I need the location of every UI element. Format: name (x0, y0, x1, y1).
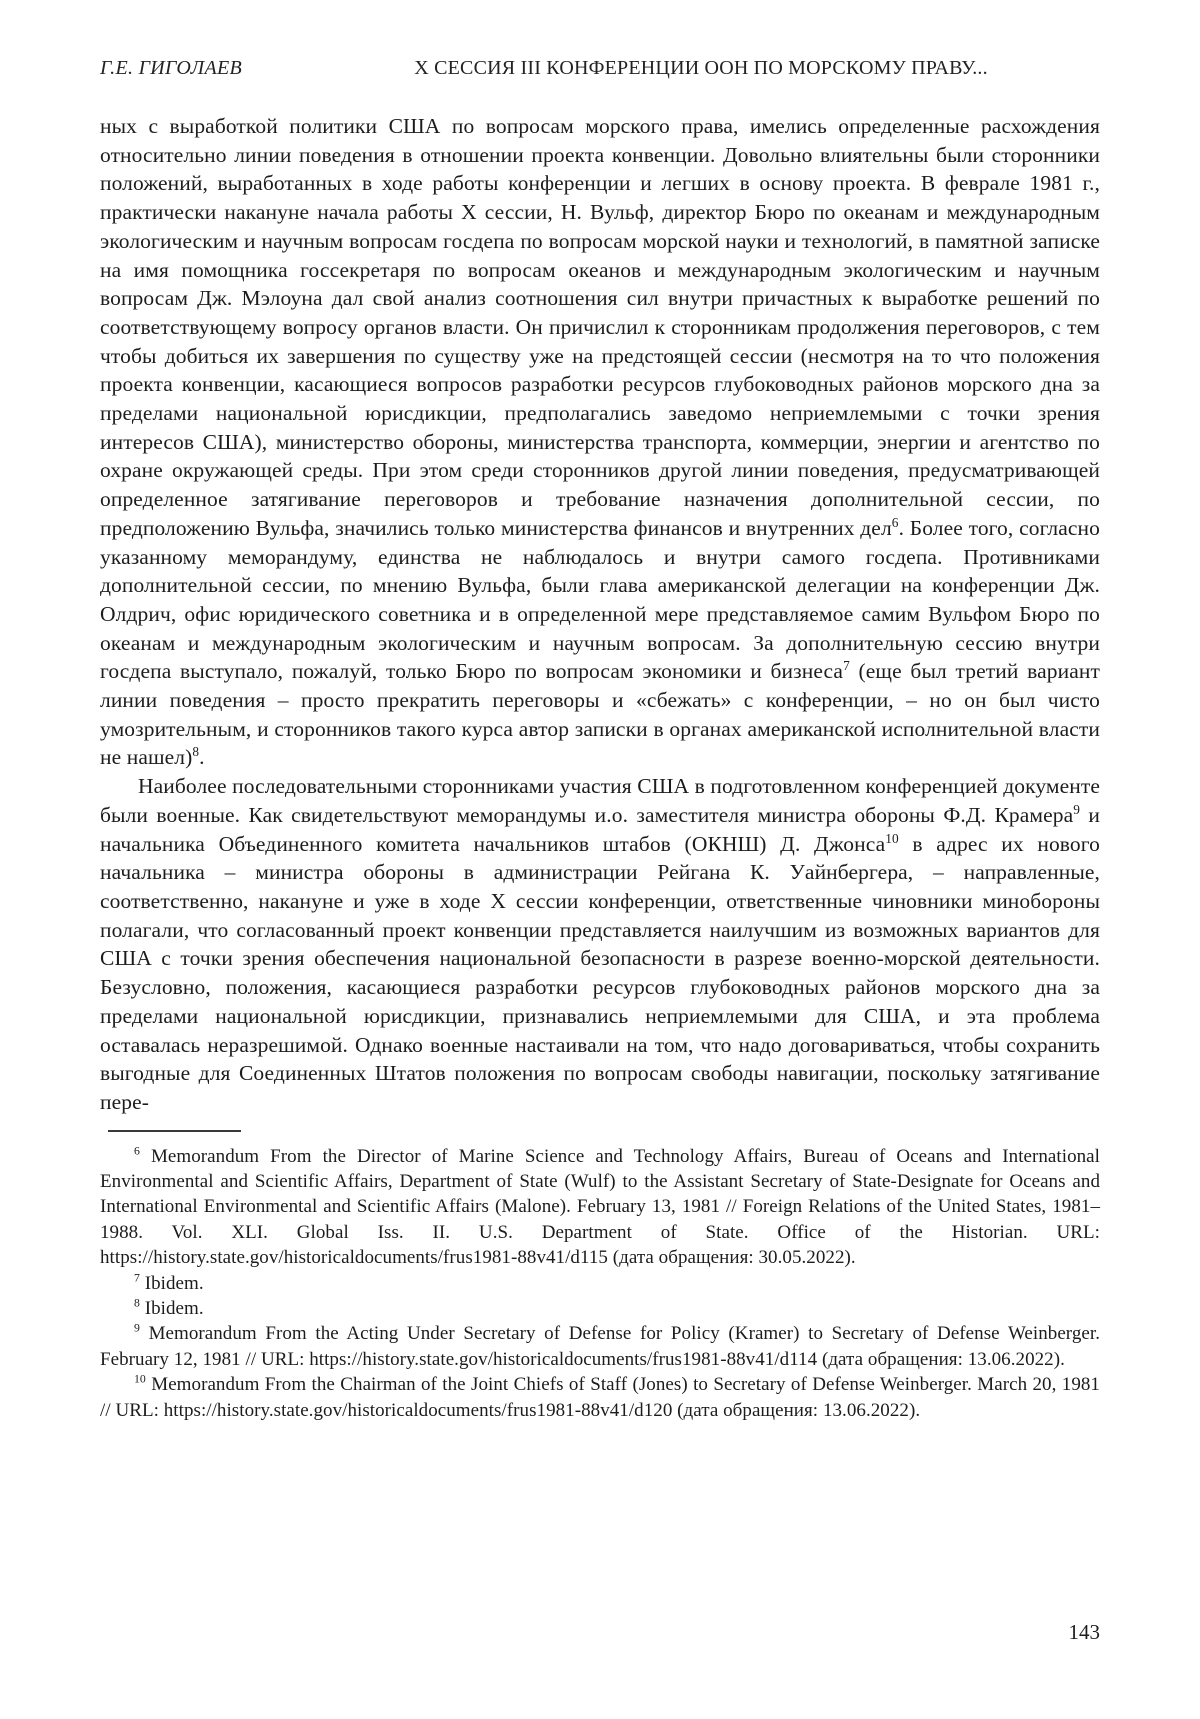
footnote-marker: 10 (134, 1372, 146, 1386)
footnote-ref: 6 (891, 514, 899, 530)
footnote: $^7$ Ibidem. (134, 1271, 204, 1294)
footnote-marker: 8 (134, 1296, 140, 1310)
body-paragraph: Наиболее последовательными сторонниками участия США в подготовленном конференцией документе были военные. Как свидетельствуют меморандумы и.о. заместителя министра обороны Ф.Д. Крамера$^9$ и начальника Объединенного комитета начальников штабов (ОКНШ) Д. Джонса$^{10}$ в адрес их нового начальника – министра обороны в администрации Рейгана К. Уайнбергера, – направленные, соответственно, накануне и уже в ходе Х сессии конференции, ответственные чиновники минобороны полагали, что согласованный проект конвенции представляется наилучшим из возможных вариантов для США с точки зрения обеспечения национальной безопасности в разрезе военно-морской деятельности. Безусловно, положения, касающиеся разработки ресурсов глубоководных районов морского дна за пределами национальной юрисдикции, признавались неприемлемыми для США, и эта проблема оставалась неразрешимой. Однако военные настаивали на том, что надо договариваться, чтобы сохранить выгодные для Соединенных Штатов положения по вопросам свободы навигации, поскольку затягивание пере- (100, 774, 1100, 1114)
body-paragraph: ных с выработкой политики США по вопросам морского права, имелись определенные расхождения относительно линии поведения в отношении проекта конвенции. Довольно влиятельны были сторонники положений, выработанных в ходе работы конференции и легших в основу проекта. В феврале 1981 г., практически накануне начала работы Х сессии, Н. Вульф, директор Бюро по океанам и международным экологическим и научным вопросам госдепа по вопросам морской науки и технологий, в памятной записке на имя помощника госсекретаря по вопросам океанов и международным экологическим и научным вопросам Дж. Мэлоуна дал свой анализ соотношения сил внутри причастных к выработке решений по соответствующему вопросу органов власти. Он причислил к сторонникам продолжения переговоров, с тем чтобы добиться их завершения по существу уже на предстоящей сессии (несмотря на то что положения проекта конвенции, касающиеся вопросов разработки ресурсов глубоководных районов морского дна за пределами национальной юрисдикции, предполагались заведомо неприемлемыми с точки зрения интересов США), министерство обороны, министерства транспорта, коммерции, энергии и агентство по охране окружающей среды. При этом среди сторонников другой линии поведения, предусматривающей определенное затягивание переговоров и требование назначения дополнительной сессии, по предположению Вульфа, значились только министерства финансов и внутренних дел$^6$. Более того, согласно указанному меморандуму, единства не наблюдалось и внутри самого госдепа. Противниками дополнительной сессии, по мнению Вульфа, были глава американской делегации на конференции Дж. Олдрич, офис юридического советника и в определенной мере представляемое самим Вульфом Бюро по океанам и международным экологическим и научным вопросам. За дополнительную сессию внутри госдепа выступало, пожалуй, только Бюро по вопросам экономики и бизнеса$^7$ (еще был третий вариант линии поведения – просто прекратить переговоры и «сбежать» с конференции, – но он был чисто умозрительным, и сторонников такого курса автор записки в органах американской исполнительной власти не нашел)$^8$. (100, 114, 1100, 770)
footnote: $^{10}$ Memorandum From the Chairman of the Joint Chiefs of Staff (Jones) to Secretary of Defense Weinberger. March 20, 1981 // URL: https://history.state.gov/historicaldocuments/frus1981-88v41/d120 (дата обращения: 13.06.2022). (100, 1372, 1100, 1421)
footnote-ref: 9 (1073, 801, 1081, 817)
footnote-marker: 9 (134, 1322, 140, 1336)
running-head-author: Г.Е. ГИГОЛАЕВ (100, 57, 243, 79)
running-head (100, 56, 1100, 80)
footnote: $^9$ Memorandum From the Acting Under Secretary of Defense for Policy (Kramer) to Secretary of Defense Weinberger. February 12, 1981 // URL: https://history.state.gov/historicaldocuments/frus1981-88v41/d114 (дата обращения: 13.06.2022). (100, 1322, 1100, 1370)
footnote-marker: 6 (134, 1144, 140, 1158)
footnote: $^6$ Memorandum From the Director of Marine Science and Technology Affairs, Bureau of Oceans and International Environmental and Scientific Affairs, Department of State (Wulf) to the Assistant Secretary of State-Designate for Oceans and International Environmental and Scientific Affairs (Malone). February 13, 1981 // Foreign Relations of the United States, 1981–1988. Vol. XLI. Global Iss. II. U.S. Department of State. Office of the Historian. URL: https://history.state.gov/historicaldocuments/frus1981-88v41/d115 (дата обращения: 30.05.2022). (100, 1144, 1100, 1269)
footnotes-section (100, 1144, 1100, 1423)
footnote-marker: 7 (134, 1271, 140, 1285)
page-number: 143 (1068, 1620, 1100, 1644)
body-text (100, 112, 1100, 1117)
footnote-ref: 8 (192, 744, 200, 760)
running-head-title: Х СЕССИЯ III КОНФЕРЕНЦИИ ООН ПО МОРСКОМУ ПРАВУ... (414, 57, 988, 79)
footnote: $^8$ Ibidem. (134, 1296, 204, 1320)
footnote-separator (108, 1130, 241, 1132)
footnote-ref: 10 (885, 830, 899, 846)
footnote-ref: 7 (843, 658, 850, 674)
